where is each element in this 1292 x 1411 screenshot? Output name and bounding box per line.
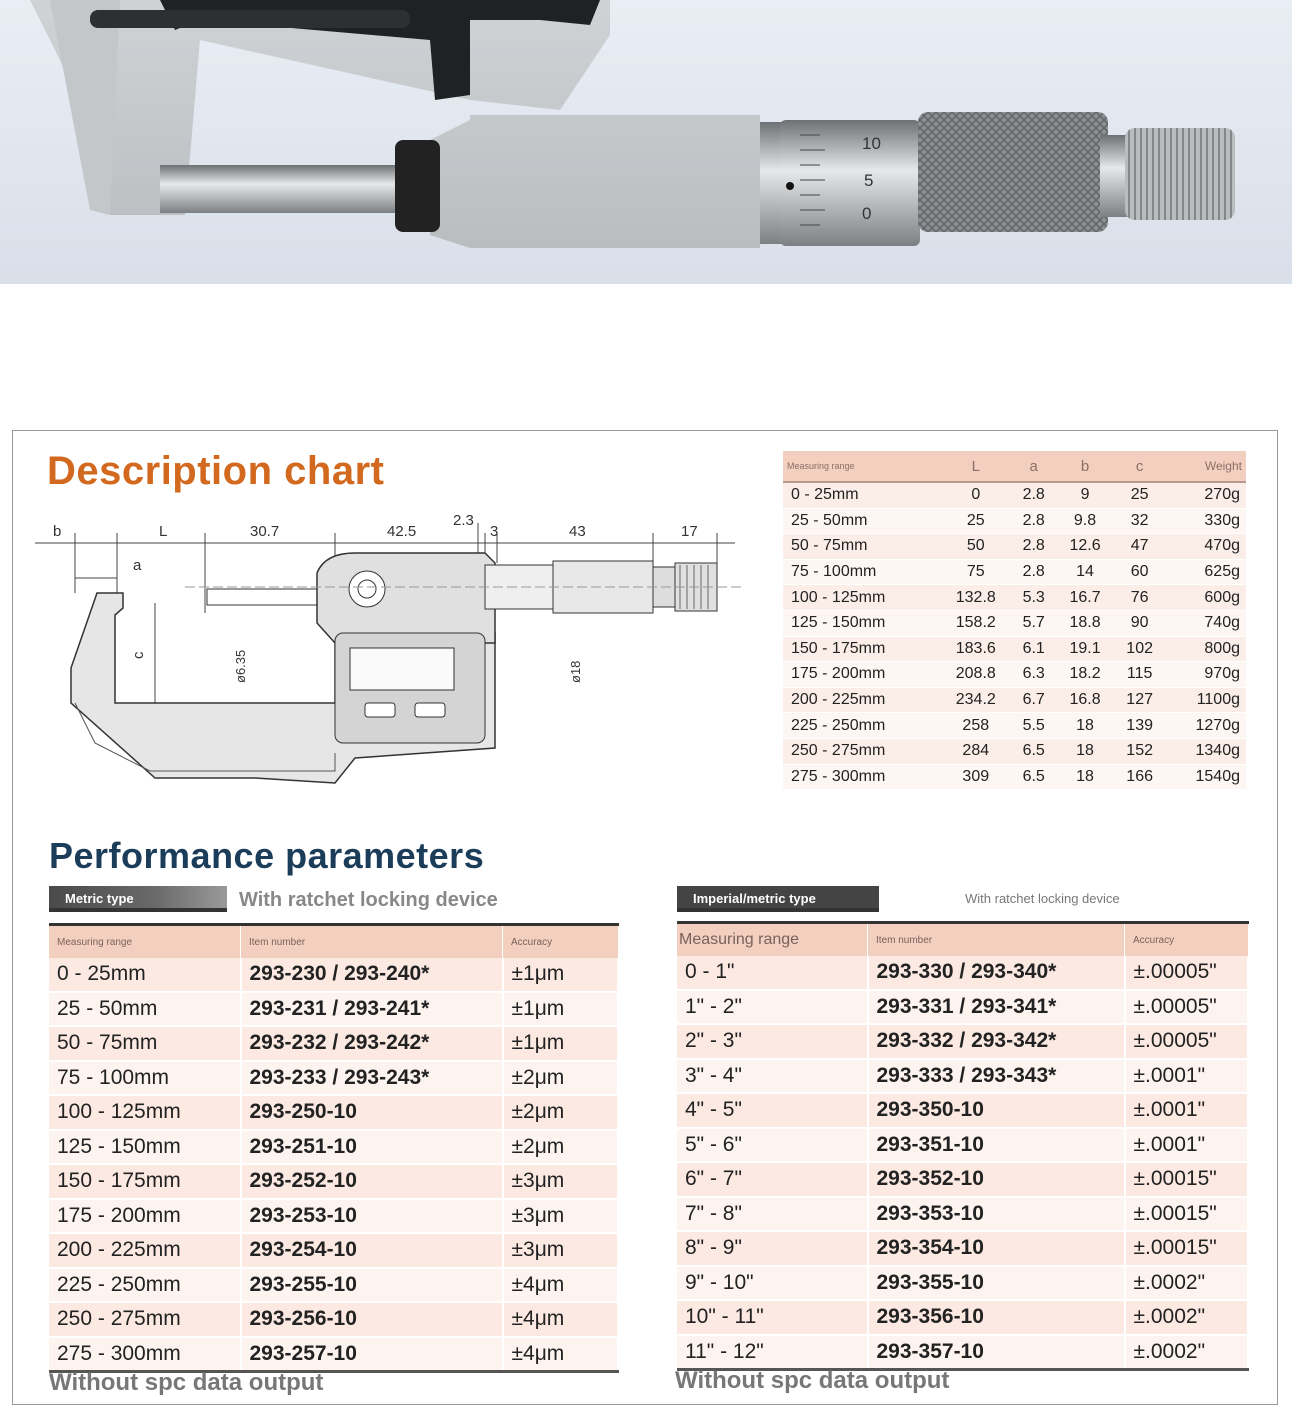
table-cell: 225 - 250mm [49, 1268, 241, 1303]
table-cell: 125 - 150mm [783, 610, 940, 636]
table-cell: 625g [1165, 559, 1246, 585]
table-cell: 234.2 [940, 687, 1011, 713]
table-cell: 200 - 225mm [49, 1233, 241, 1268]
col-measuring-range: Measuring range [677, 923, 868, 957]
table-cell: ±.00015" [1125, 1231, 1249, 1266]
table-cell: 25 [940, 508, 1011, 534]
table-row [49, 1026, 618, 1061]
table-cell: 2.8 [1011, 508, 1056, 534]
table-cell: 293-250-10 [241, 1095, 503, 1130]
table-cell: 76 [1114, 585, 1165, 611]
dim-43: 43 [569, 523, 586, 540]
table-cell: 115 [1114, 662, 1165, 688]
dim-d18: ø18 [568, 660, 583, 683]
table-cell: ±.00015" [1125, 1162, 1249, 1197]
table-cell: 75 [940, 559, 1011, 585]
table-cell: 102 [1114, 636, 1165, 662]
table-row [49, 1302, 618, 1337]
col-item-number: Item number [241, 925, 503, 959]
table-cell: 330g [1165, 508, 1246, 534]
description-table [783, 451, 1246, 790]
table-cell: 293-251-10 [241, 1130, 503, 1165]
col-L: L [940, 451, 1011, 482]
table-row [783, 534, 1246, 560]
table-cell: 6.5 [1011, 738, 1056, 764]
performance-title: Performance parameters [49, 835, 485, 876]
table-cell: 175 - 200mm [783, 662, 940, 688]
table-cell: 25 [1114, 482, 1165, 508]
table-cell: 75 - 100mm [49, 1061, 241, 1096]
imperial-table [677, 921, 1249, 1371]
table-cell: 293-257-10 [241, 1337, 503, 1372]
table-row [677, 956, 1248, 990]
table-cell: 293-232 / 293-242* [241, 1026, 503, 1061]
table-cell: 0 - 1" [677, 956, 868, 990]
table-row [783, 508, 1246, 534]
table-cell: 4" - 5" [677, 1093, 868, 1128]
table-cell: ±4μm [503, 1302, 619, 1337]
table-cell: 152 [1114, 738, 1165, 764]
table-cell: 5" - 6" [677, 1128, 868, 1163]
table-row [49, 958, 618, 992]
table-cell: 740g [1165, 610, 1246, 636]
table-cell: 2.8 [1011, 559, 1056, 585]
table-cell: 139 [1114, 713, 1165, 739]
micrometer-photo [0, 0, 1292, 290]
col-weight: Weight [1165, 451, 1246, 482]
table-cell: 0 - 25mm [49, 958, 241, 992]
table-row [783, 636, 1246, 662]
table-cell: ±4μm [503, 1268, 619, 1303]
col-item-number: Item number [868, 923, 1125, 957]
table-cell: 5.7 [1011, 610, 1056, 636]
table-cell: 183.6 [940, 636, 1011, 662]
table-cell: ±1μm [503, 1026, 619, 1061]
table-row [677, 1162, 1248, 1197]
table-row [49, 1199, 618, 1234]
table-cell: 100 - 125mm [783, 585, 940, 611]
table-cell: 25 - 50mm [783, 508, 940, 534]
table-cell: ±2μm [503, 1130, 619, 1165]
table-cell: ±2μm [503, 1095, 619, 1130]
table-cell: 19.1 [1056, 636, 1114, 662]
col-measuring-range: Measuring range [783, 451, 940, 482]
table-cell: 293-230 / 293-240* [241, 958, 503, 992]
table-cell: 284 [940, 738, 1011, 764]
table-cell: 293-331 / 293-341* [868, 990, 1125, 1025]
table-cell: ±3μm [503, 1164, 619, 1199]
table-cell: ±3μm [503, 1199, 619, 1234]
table-cell: 800g [1165, 636, 1246, 662]
imperial-table-header [677, 923, 1248, 957]
table-cell: 6" - 7" [677, 1162, 868, 1197]
table-cell: 12.6 [1056, 534, 1114, 560]
description-title: Description chart [47, 449, 385, 493]
table-cell: 18 [1056, 764, 1114, 790]
table-cell: 250 - 275mm [49, 1302, 241, 1337]
imperial-type-tab: Imperial/metric type [677, 886, 879, 912]
table-cell: 200 - 225mm [783, 687, 940, 713]
table-cell: 60 [1114, 559, 1165, 585]
table-cell: 293-332 / 293-342* [868, 1024, 1125, 1059]
metric-type-tab: Metric type [49, 886, 227, 912]
table-cell: ±.0002" [1125, 1335, 1249, 1370]
table-cell: 225 - 250mm [783, 713, 940, 739]
table-cell: 293-352-10 [868, 1162, 1125, 1197]
table-cell: ±4μm [503, 1337, 619, 1372]
table-cell: 7" - 8" [677, 1197, 868, 1232]
table-cell: ±.0001" [1125, 1059, 1249, 1094]
metric-table-header [49, 925, 618, 959]
table-cell: 250 - 275mm [783, 738, 940, 764]
table-cell: 9.8 [1056, 508, 1114, 534]
table-cell: 18.8 [1056, 610, 1114, 636]
table-cell: 5.3 [1011, 585, 1056, 611]
metric-footer: Without spc data output [49, 1369, 324, 1396]
table-cell: 11" - 12" [677, 1335, 868, 1370]
dim-c: c [130, 651, 147, 659]
table-cell: 18 [1056, 738, 1114, 764]
imperial-footer: Without spc data output [675, 1367, 950, 1394]
table-row [783, 713, 1246, 739]
table-row [677, 1093, 1248, 1128]
table-cell: 6.5 [1011, 764, 1056, 790]
table-cell: 9 [1056, 482, 1114, 508]
table-row [677, 1024, 1248, 1059]
table-cell: ±1μm [503, 992, 619, 1027]
table-cell: ±.0001" [1125, 1128, 1249, 1163]
table-cell: 32 [1114, 508, 1165, 534]
table-row [677, 1231, 1248, 1266]
table-row [783, 585, 1246, 611]
col-accuracy: Accuracy [503, 925, 619, 959]
table-row [49, 1337, 618, 1372]
col-measuring-range: Measuring range [49, 925, 241, 959]
table-row [677, 1335, 1248, 1370]
table-cell: 50 - 75mm [783, 534, 940, 560]
dim-a: a [133, 557, 142, 574]
table-cell: ±.0001" [1125, 1093, 1249, 1128]
table-cell: 8" - 9" [677, 1231, 868, 1266]
metric-table [49, 923, 619, 1373]
table-cell: 132.8 [940, 585, 1011, 611]
table-row [783, 687, 1246, 713]
table-cell: 90 [1114, 610, 1165, 636]
table-row [49, 1233, 618, 1268]
table-cell: ±.00005" [1125, 956, 1249, 990]
svg-text:10: 10 [862, 134, 881, 153]
dim-b: b [53, 523, 62, 540]
table-cell: 470g [1165, 534, 1246, 560]
table-cell: 293-356-10 [868, 1300, 1125, 1335]
table-cell: 50 [940, 534, 1011, 560]
table-cell: 293-256-10 [241, 1302, 503, 1337]
table-row [783, 482, 1246, 508]
table-cell: ±1μm [503, 958, 619, 992]
table-cell: 600g [1165, 585, 1246, 611]
table-cell: 50 - 75mm [49, 1026, 241, 1061]
table-cell: 293-350-10 [868, 1093, 1125, 1128]
table-cell: ±.0002" [1125, 1266, 1249, 1301]
dim-2-3: 2.3 [453, 512, 474, 529]
dim-17: 17 [681, 523, 698, 540]
table-cell: ±.00015" [1125, 1197, 1249, 1232]
table-cell: 127 [1114, 687, 1165, 713]
table-row [783, 764, 1246, 790]
table-cell: 208.8 [940, 662, 1011, 688]
table-row [677, 1059, 1248, 1094]
table-cell: 293-355-10 [868, 1266, 1125, 1301]
table-cell: 1" - 2" [677, 990, 868, 1025]
table-row [677, 990, 1248, 1025]
table-cell: ±2μm [503, 1061, 619, 1096]
table-row [677, 1128, 1248, 1163]
table-row [677, 1300, 1248, 1335]
dim-d635: ø6.35 [233, 649, 248, 683]
table-cell: 166 [1114, 764, 1165, 790]
table-cell: 293-354-10 [868, 1231, 1125, 1266]
description-table-header [783, 451, 1246, 482]
col-accuracy: Accuracy [1125, 923, 1249, 957]
metric-note: With ratchet locking device [239, 889, 498, 911]
table-cell: 275 - 300mm [49, 1337, 241, 1372]
table-row [783, 610, 1246, 636]
imperial-note: With ratchet locking device [965, 891, 1120, 906]
table-cell: 158.2 [940, 610, 1011, 636]
table-cell: 47 [1114, 534, 1165, 560]
micrometer-diagram [35, 503, 755, 813]
table-cell: 258 [940, 713, 1011, 739]
table-cell: 293-233 / 293-243* [241, 1061, 503, 1096]
table-cell: ±.0002" [1125, 1300, 1249, 1335]
dim-L: L [159, 523, 168, 540]
table-cell: 5.5 [1011, 713, 1056, 739]
dim-42-5: 42.5 [387, 523, 417, 540]
table-cell: 18.2 [1056, 662, 1114, 688]
col-c: c [1114, 451, 1165, 482]
table-cell: 150 - 175mm [783, 636, 940, 662]
table-row [49, 992, 618, 1027]
table-cell: 1540g [1165, 764, 1246, 790]
table-cell: 293-252-10 [241, 1164, 503, 1199]
table-cell: 293-353-10 [868, 1197, 1125, 1232]
table-cell: 293-254-10 [241, 1233, 503, 1268]
table-cell: 293-231 / 293-241* [241, 992, 503, 1027]
table-cell: ±.00005" [1125, 1024, 1249, 1059]
table-cell: 1100g [1165, 687, 1246, 713]
table-cell: 9" - 10" [677, 1266, 868, 1301]
table-cell: 6.1 [1011, 636, 1056, 662]
table-cell: 293-330 / 293-340* [868, 956, 1125, 990]
table-row [677, 1266, 1248, 1301]
dim-3: 3 [490, 523, 499, 540]
dim-30-7: 30.7 [250, 523, 280, 540]
table-cell: 18 [1056, 713, 1114, 739]
table-row [49, 1095, 618, 1130]
table-row [49, 1164, 618, 1199]
spec-card [12, 430, 1278, 1405]
col-a: a [1011, 451, 1056, 482]
table-cell: 270g [1165, 482, 1246, 508]
table-cell: 293-255-10 [241, 1268, 503, 1303]
table-cell: 293-333 / 293-343* [868, 1059, 1125, 1094]
table-cell: 10" - 11" [677, 1300, 868, 1335]
table-cell: 25 - 50mm [49, 992, 241, 1027]
table-cell: 293-357-10 [868, 1335, 1125, 1370]
table-cell: 2" - 3" [677, 1024, 868, 1059]
table-row [783, 738, 1246, 764]
table-cell: 293-253-10 [241, 1199, 503, 1234]
table-cell: 970g [1165, 662, 1246, 688]
table-row [49, 1268, 618, 1303]
table-cell: 2.8 [1011, 482, 1056, 508]
table-cell: ±.00005" [1125, 990, 1249, 1025]
table-cell: 75 - 100mm [783, 559, 940, 585]
table-cell: ±3μm [503, 1233, 619, 1268]
table-row [783, 559, 1246, 585]
table-cell: 100 - 125mm [49, 1095, 241, 1130]
table-cell: 125 - 150mm [49, 1130, 241, 1165]
table-cell: 14 [1056, 559, 1114, 585]
table-cell: 175 - 200mm [49, 1199, 241, 1234]
table-cell: 150 - 175mm [49, 1164, 241, 1199]
table-cell: 309 [940, 764, 1011, 790]
table-cell: 16.7 [1056, 585, 1114, 611]
table-cell: 6.3 [1011, 662, 1056, 688]
table-row [49, 1061, 618, 1096]
table-cell: 0 - 25mm [783, 482, 940, 508]
table-row [49, 1130, 618, 1165]
table-cell: 0 [940, 482, 1011, 508]
col-b: b [1056, 451, 1114, 482]
svg-text:5: 5 [864, 171, 874, 190]
table-cell: 16.8 [1056, 687, 1114, 713]
table-cell: 2.8 [1011, 534, 1056, 560]
table-cell: 3" - 4" [677, 1059, 868, 1094]
table-cell: 293-351-10 [868, 1128, 1125, 1163]
table-cell: 275 - 300mm [783, 764, 940, 790]
table-cell: 1270g [1165, 713, 1246, 739]
table-cell: 6.7 [1011, 687, 1056, 713]
svg-text:0: 0 [862, 204, 872, 223]
table-cell: 1340g [1165, 738, 1246, 764]
table-row [783, 662, 1246, 688]
table-row [677, 1197, 1248, 1232]
